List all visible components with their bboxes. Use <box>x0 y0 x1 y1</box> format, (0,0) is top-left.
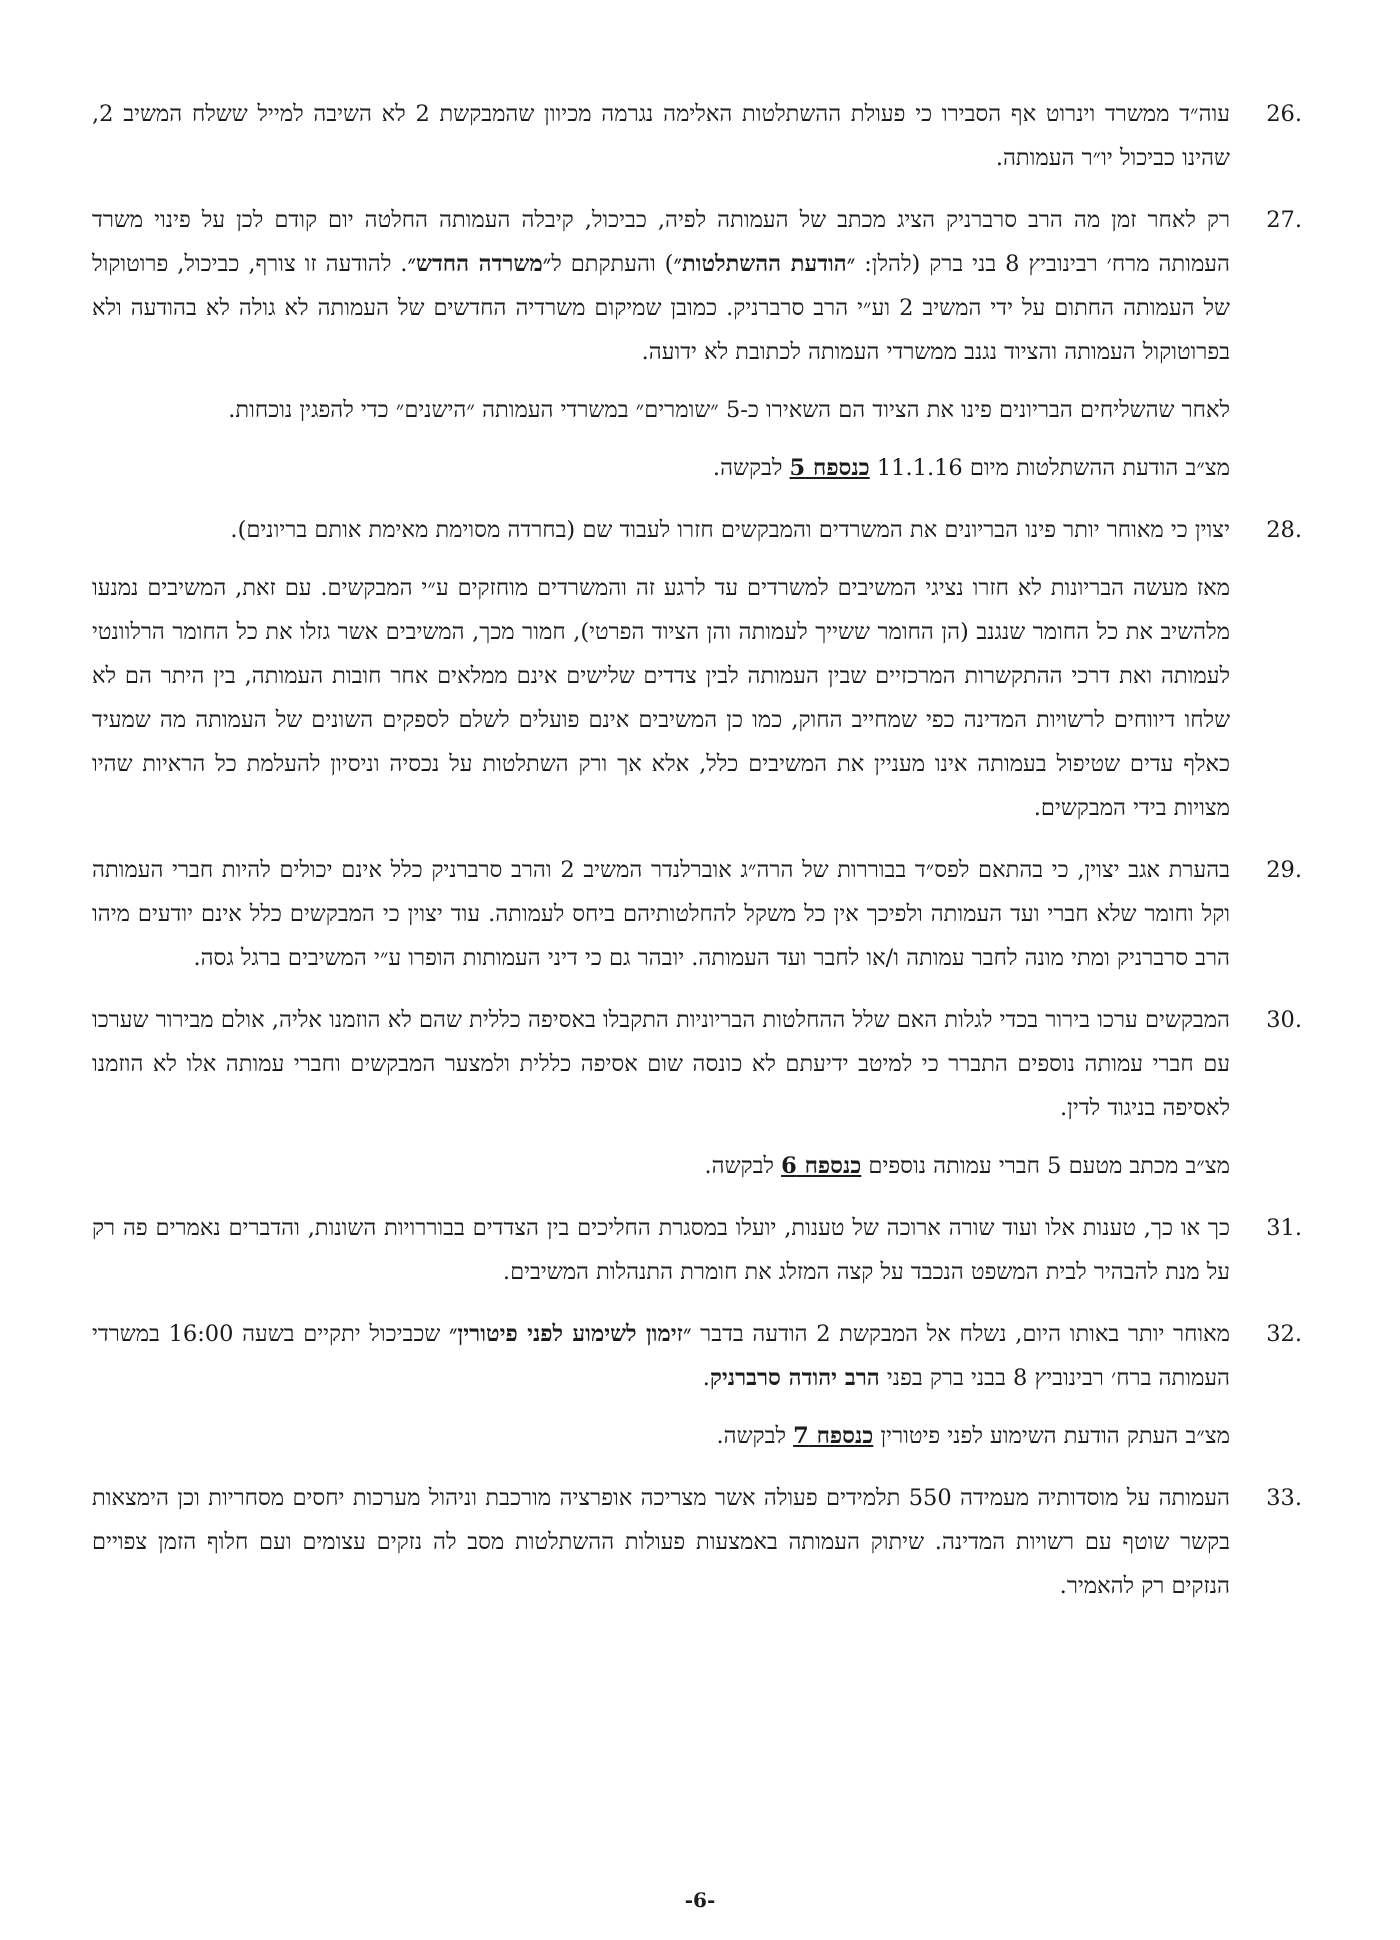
text-run: מאוחר יותר באותו היום, נשלח אל המבקשת 2 הודעה בדבר <box>691 1321 1231 1347</box>
clause-30 <box>92 998 1302 1188</box>
clause-number: 26. <box>1266 101 1302 127</box>
text-run: שכביכול יתקיים בשעה 16:00 במשרדי העמותה ברח׳ רבינוביץ 8 בבני ברק בפני <box>92 1321 1230 1391</box>
annex-reference: כנספח 5 <box>789 455 870 481</box>
numbered-clauses <box>92 92 1302 1608</box>
text-run: בהערת אגב יצוין, כי בהתאם לפס״ד בבוררות של הרה״ג אוברלנדר המשיב 2 והרב סרברניק כלל אינם יכולים להיות חברי העמותה וקל וחומר שלא חברי ועד העמותה ולפיכך אין כל משקל להחלטותיהם ביחס לעמותה. עוד יצוין כי המבקשים כלל אינם יודעים מיהו הרב סרברניק ומתי מונה לחבר עמותה ו/או לחבר ועד העמותה. יובהר גם כי דיני העמותות הופרו ע״י המשיבים ברגל גסה. <box>92 857 1230 971</box>
text-run: מצ״ב הודעת ההשתלטות מיום 11.1.16 <box>869 455 1230 481</box>
clause-number: 27. <box>1266 207 1302 233</box>
clause-28 <box>92 508 1302 830</box>
clause-paragraph <box>92 848 1230 980</box>
clause-number: 28. <box>1266 517 1302 543</box>
text-run: מאז מעשה הבריונות לא חזרו נציגי המשיבים למשרדים עד לרגע זה והמשרדים מוחזקים ע״י המבקשים. עם זאת, המשיבים נמנעו מלהשיב את כל החומר שנגנב (הן החומר ששייך לעמותה והן הציוד הפרטי), חמור מכך, המשיבים אשר גזלו את כל החומר הרלוונטי לעמותה ואת דרכי ההתקשרות המרכזיים שבין העמותה לבין צדדים שלישים אינם ממלאים אחר חובות העמותה, בין היתר הם לא שלחו דיווחים לרשויות המדינה כפי שמחייב החוק, כמו כן המשיבים אינם פועלים לשלם לספקים השונים של העמותה מה שמעיד כאלף עדים שטיפול בעמותה אינו מעניין את המשיבים כלל, אלא אך ורק השתלטות על נכסיה וניסיון להעלמת כל הראיות שהיו מצויות בידי המבקשים. <box>92 575 1230 821</box>
clause-29 <box>92 848 1302 980</box>
clause-33 <box>92 1476 1302 1608</box>
clause-paragraph <box>92 92 1230 180</box>
clause-number: 31. <box>1266 1215 1302 1241</box>
text-run: לאחר שהשליחים הבריונים פינו את הציוד הם השאירו כ-5 ״שומרים״ במשרדי העמותה ״הישנים״ כדי להפגין נוכחות. <box>228 397 1230 423</box>
clause-32 <box>92 1312 1302 1458</box>
clause-paragraph <box>92 1206 1230 1294</box>
text-run: העמותה על מוסדותיה מעמידה 550 תלמידים פעולה אשר מצריכה אופרציה מורכבת וניהול מערכות יחסים מסחריות וכן הימצאות בקשר שוטף עם רשויות המדינה. שיתוק העמותה באמצעות פעולות ההשתלטות מסב לה נזקים עצומים ועם חלוף הזמן צפויים הנזקים רק להאמיר. <box>92 1485 1230 1599</box>
bold-term: הרב יהודה סרברניק <box>709 1365 880 1391</box>
page-number: -6- <box>684 1888 716 1912</box>
text-run: עוה״ד ממשרד וינרוט אף הסבירו כי פעולת ההשתלטות האלימה נגרמה מכיוון שהמבקשת 2 לא השיבה למייל ששלח המשיב 2, שהינו כביכול יו״ר העמותה. <box>92 101 1231 171</box>
text-run: לבקשה. <box>704 1153 782 1179</box>
text-run: מצ״ב העתק הודעת השימוע לפני פיטורין <box>873 1423 1230 1449</box>
text-run: כך או כך, טענות אלו ועוד שורה ארוכה של טענות, יועלו במסגרת החליכים בין הצדדים בבוררויות השונות, והדברים נאמרים פה רק על מנת להבהיר לבית המשפט הנכבד על קצה המזלג את חומרת התנהלות המשיבים. <box>92 1215 1230 1285</box>
text-run: יצוין כי מאוחר יותר פינו הבריונים את המשרדים והמבקשים חזרו לעבוד שם (בחרדה מסוימת מאימת אותם בריונים). <box>230 517 1230 543</box>
clause-paragraph <box>92 1312 1230 1400</box>
clause-number: 30. <box>1266 1007 1302 1033</box>
clause-31 <box>92 1206 1302 1294</box>
clause-paragraph <box>92 998 1230 1130</box>
clause-27 <box>92 198 1302 490</box>
text-run: רק לאחר זמן מה הרב סרברניק הציג מכתב של העמותה לפיה, כביכול, קיבלה העמותה החלטה יום קודם לכן על פינוי משרד העמותה מרח׳ רבינוביץ 8 בני ברק (להלן: <box>92 207 1230 277</box>
text-run: המבקשים ערכו בירור בכדי לגלות האם שלל ההחלטות הבריוניות התקבלו באסיפה כללית שהם לא הוזמנו אליה, אולם מבירור שערכו עם חברי עמותה נוספים התברר כי למיטב ידיעתם לא כונסה שום אסיפה כללית ולמצער המבקשים וחברי עמותה אלו לא הוזמנו לאסיפה בניגוד לדין. <box>92 1007 1230 1121</box>
clause-number: 29. <box>1266 857 1302 883</box>
text-run: לבקשה. <box>716 1423 794 1449</box>
clause-paragraph <box>92 198 1230 374</box>
clause-paragraph <box>92 508 1230 552</box>
text-run: . להודעה זו צורף, כביכול, פרוטוקול של העמותה החתום על ידי המשיב 2 וע״י הרב סרברניק. כמובן שמיקום משרדיה החדשים של העמותה לא גולה לא בהודעה ולא בפרוטוקול העמותה והציוד נגנב ממשרדי העמותה לכתובת לא ידועה. <box>92 251 1230 365</box>
bold-term: ״הודעת ההשתלטות״ <box>673 251 856 277</box>
text-run: לבקשה. <box>712 455 790 481</box>
text-run: ) והעתקתם ל <box>551 251 674 277</box>
text-run: מצ״ב מכתב מטעם 5 חברי עמותה נוספים <box>861 1153 1230 1179</box>
text-run: . <box>702 1365 710 1391</box>
bold-term: ״זימון לשימוע לפני פיטורין״ <box>449 1321 692 1347</box>
clause-paragraph <box>92 1476 1230 1608</box>
clause-paragraph <box>92 388 1230 432</box>
annex-reference: כנספח 6 <box>781 1153 862 1179</box>
clause-paragraph <box>92 1144 1230 1188</box>
clause-number: 32. <box>1266 1321 1302 1347</box>
clause-paragraph <box>92 1414 1230 1458</box>
annex-reference: כנספח 7 <box>793 1423 874 1449</box>
bold-term: ״משרדה החדש״ <box>407 251 552 277</box>
clause-number: 33. <box>1266 1485 1302 1511</box>
clause-paragraph <box>92 566 1230 830</box>
clause-paragraph <box>92 446 1230 490</box>
clause-26 <box>92 92 1302 180</box>
